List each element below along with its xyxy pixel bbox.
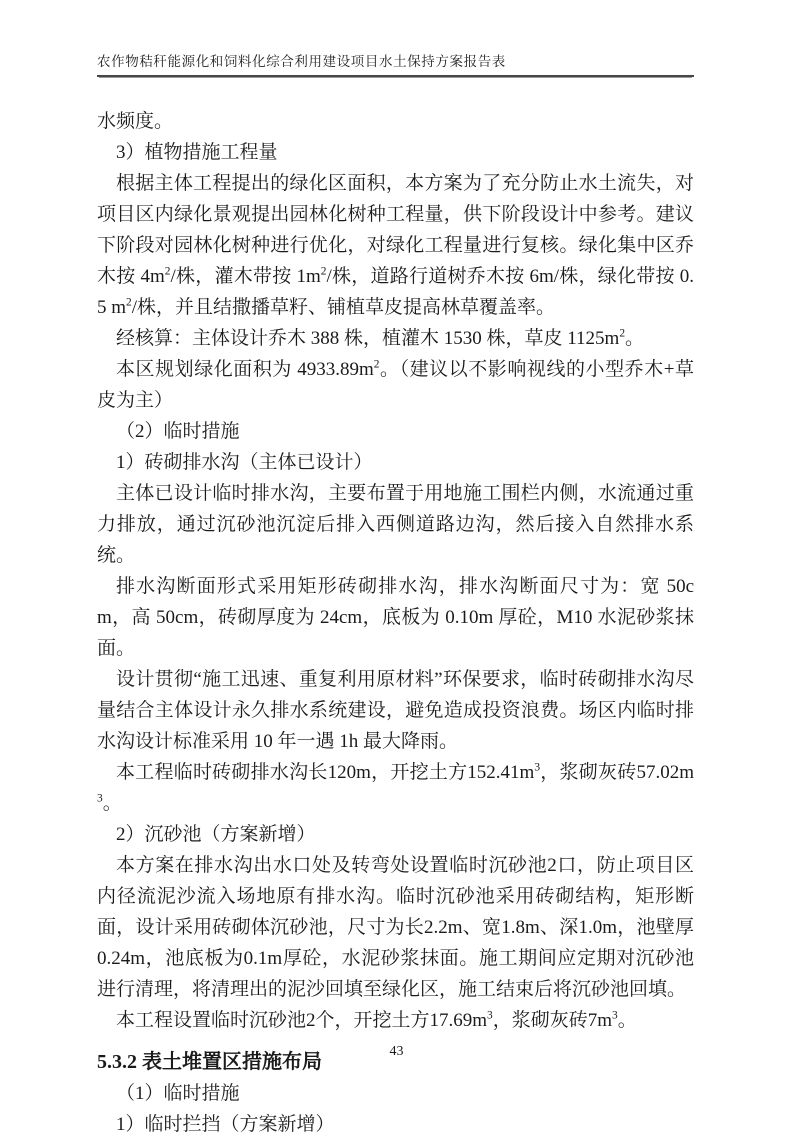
paragraph: 设计贯彻“施工迅速、重复利用原材料”环保要求，临时砖砌排水沟尽量结合主体设计永久排水系统建设，避免造成投资浪费。场区内临时排水沟设计标准采用 10 年一遇 1h 最大降雨。 bbox=[97, 669, 694, 752]
superscript: 2 bbox=[126, 296, 132, 309]
section-heading: 5.3.2 表土堆置区措施布局 bbox=[97, 1051, 322, 1073]
paragraph: 经核算：主体设计乔木 388 株，植灌木 1530 株，草皮 $1125m^2$。 bbox=[116, 327, 645, 349]
superscript: 3 bbox=[487, 1009, 493, 1022]
paragraph: 本工程临时砖砌排水沟长120m，开挖土方$152.41m^3$，浆砌灰砖$57.02m^3$。 bbox=[97, 761, 694, 814]
superscript: 2 bbox=[373, 358, 380, 371]
superscript: 2 bbox=[164, 265, 171, 278]
paragraph: 本工程设置临时沉砂池2个，开挖土方$17.69m^3$，浆砌灰砖$7m^3$。 bbox=[116, 1009, 637, 1031]
superscript: 3 bbox=[534, 761, 541, 774]
paragraph: 1）砖砌排水沟（主体已设计） bbox=[116, 452, 373, 473]
paragraph: 排水沟断面形式采用矩形砖砌排水沟，排水沟断面尺寸为：宽 50cm，高 50cm，砖砌厚度为 24cm，底板为 0.10m 厚砼，M10 水泥砂浆抹面。 bbox=[97, 576, 694, 659]
paragraph: 根据主体工程提出的绿化区面积，本方案为了充分防止水土流失，对项目区内绿化景观提出园林化树种工程量，供下阶段设计中参考。建议下阶段对园林化树种进行优化，对绿化工程量进行复核。绿化集中区乔木按 $4m^2/$株，灌木带按 $1m^2/$株，道路行道树乔木按 6m/株，绿化带按 0.5 $m^2/$株，并且结撒播草籽、铺植草皮提高林草覆盖率。 bbox=[97, 173, 695, 318]
paragraph: 主体已设计临时排水沟，主要布置于用地施工围栏内侧，水流通过重力排放，通过沉砂池沉淀后排入西侧道路边沟，然后接入自然排水系统。 bbox=[97, 483, 694, 566]
superscript: 3 bbox=[612, 1009, 618, 1022]
document-body bbox=[97, 106, 694, 1140]
paragraph: 3）植物措施工程量 bbox=[116, 142, 278, 163]
paragraph: 本区规划绿化面积为 $4933.89m^2$。（建议以不影响视线的小型乔木+草皮为主） bbox=[97, 358, 695, 411]
paragraph: 水频度。 bbox=[97, 111, 174, 132]
paragraph: （1）临时措施 bbox=[116, 1083, 240, 1104]
paragraph: 1）临时拦挡（方案新增） bbox=[116, 1114, 335, 1135]
superscript: 2 bbox=[320, 265, 327, 278]
superscript: 2 bbox=[619, 327, 626, 340]
paragraph: 2）沉砂池（方案新增） bbox=[116, 824, 316, 845]
paragraph: （2）临时措施 bbox=[116, 421, 240, 442]
page-number: 43 bbox=[389, 1044, 404, 1059]
superscript: 3 bbox=[97, 792, 103, 805]
header-title: 农作物秸秆能源化和饲料化综合利用建设项目水土保持方案报告表 bbox=[97, 50, 694, 77]
page-header bbox=[97, 50, 694, 77]
page-footer bbox=[0, 1044, 793, 1060]
paragraph: 本方案在排水沟出水口处及转弯处设置临时沉砂池2口，防止项目区内径流泥沙流入场地原有排水沟。临时沉砂池采用砖砌结构，矩形断面，设计采用砖砌体沉砂池，尺寸为长2.2m、宽1.8m、深1.0m，池壁厚0.24m，池底板为0.1m厚砼，水泥砂浆抹面。施工期间应定期对沉砂池进行清理，将清理出的泥沙回填至绿化区，施工结束后将沉砂池回填。 bbox=[97, 855, 694, 1000]
